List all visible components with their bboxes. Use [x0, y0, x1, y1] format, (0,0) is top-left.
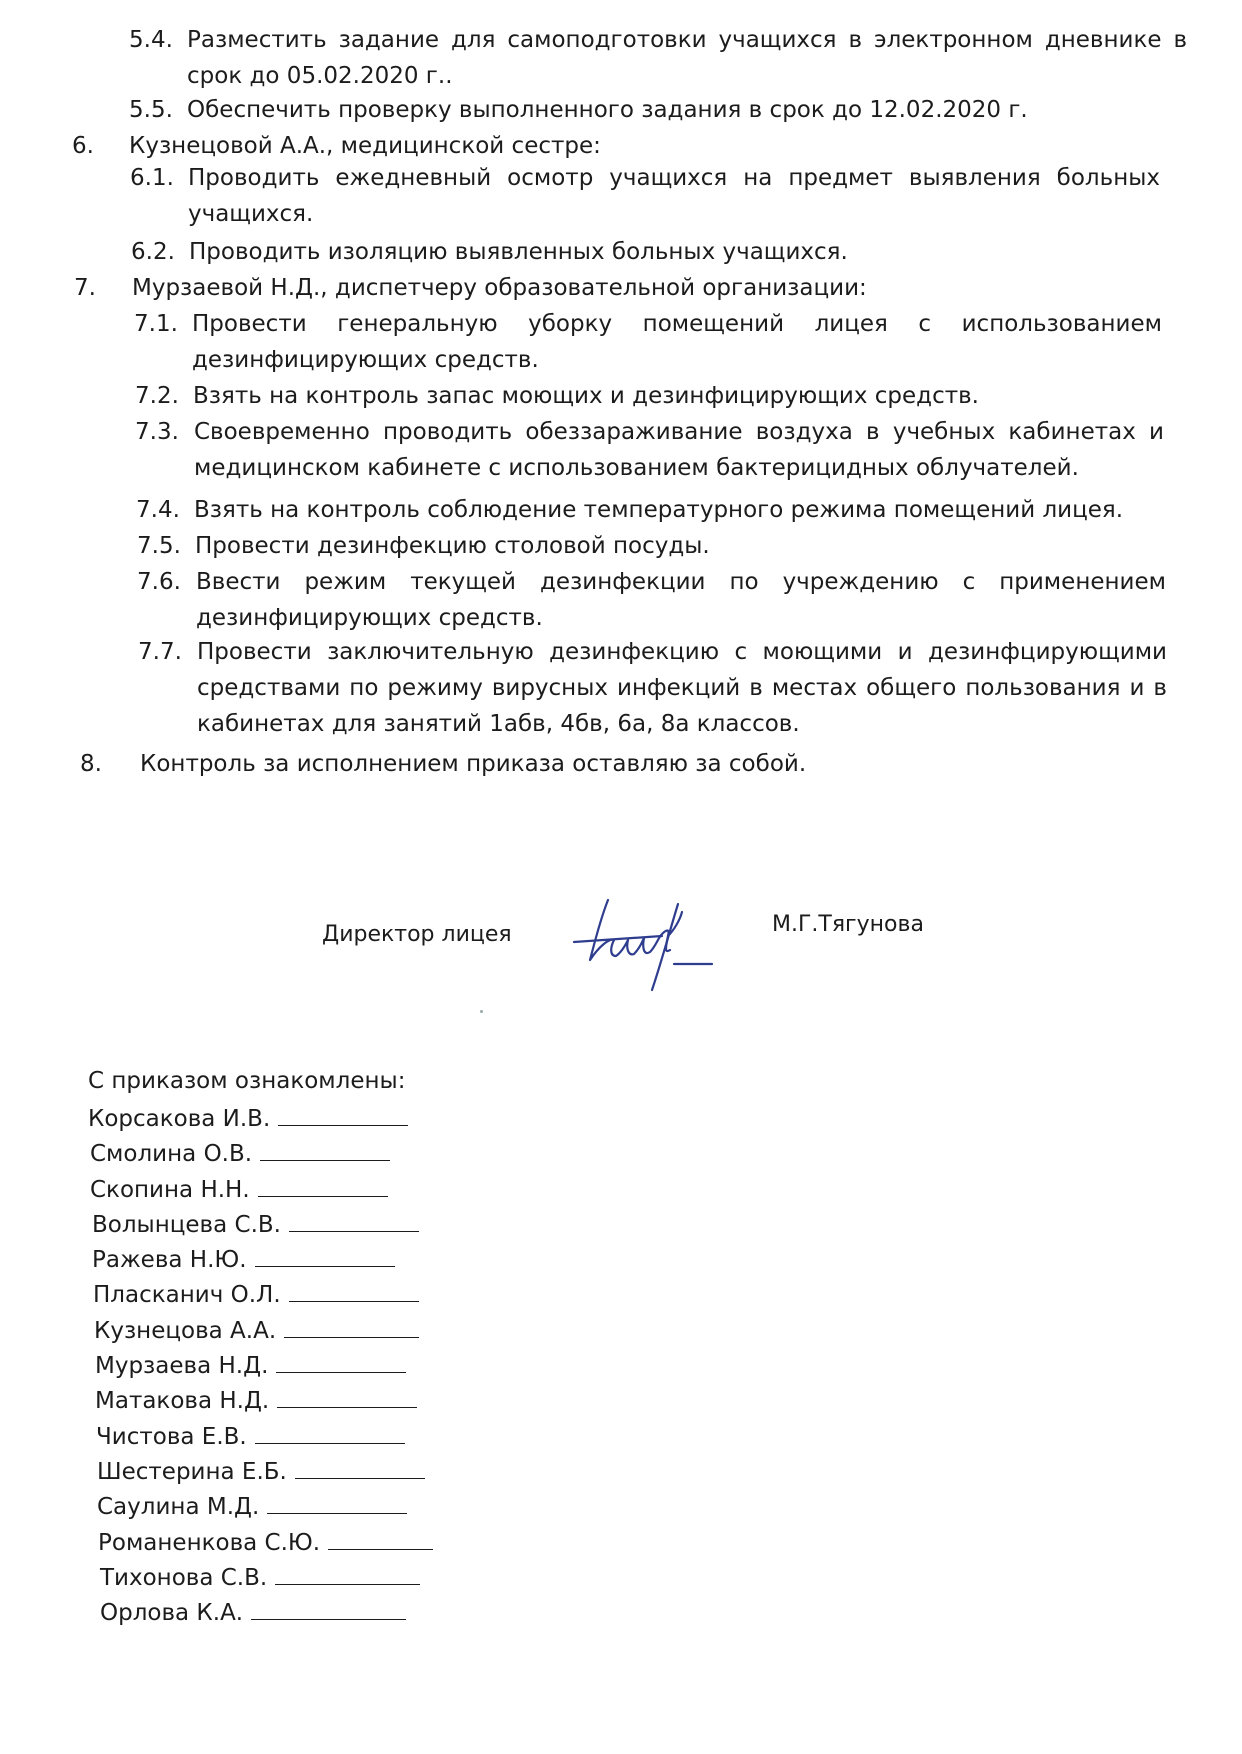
signature-list-item — [88, 1278, 433, 1313]
signature-list-item — [88, 1137, 433, 1172]
item-text: Обеспечить проверку выполненного задания в срок до 12.02.2020 г. — [187, 97, 1028, 123]
signature-list-item — [88, 1490, 433, 1525]
handwritten-signature — [570, 890, 740, 1000]
scan-speck — [480, 1010, 483, 1013]
acknowledgement-title: С приказом ознакомлены: — [88, 1068, 406, 1094]
item-number: 6. — [72, 133, 94, 159]
item-text: Контроль за исполнением приказа оставляю за собой. — [140, 751, 807, 777]
item-6 — [72, 128, 1172, 164]
item-number: 7. — [74, 275, 96, 301]
signature-list-item — [88, 1526, 433, 1561]
employee-name: Мурзаева Н.Д. — [95, 1353, 269, 1380]
employee-name: Чистова Е.В. — [96, 1423, 247, 1450]
signature-line — [260, 1142, 390, 1161]
employee-name: Волынцева С.В. — [92, 1211, 281, 1238]
item-5-4 — [129, 22, 1187, 94]
item-7-2 — [135, 378, 1165, 414]
item-5-5 — [129, 92, 1159, 128]
signature-line — [289, 1283, 419, 1302]
item-number: 7.4. — [136, 497, 180, 523]
item-7 — [74, 270, 1174, 306]
signature-line — [284, 1319, 419, 1338]
item-text: Разместить задание для самоподготовки учащихся в электронном дневнике в срок до 05.02.2020 г.. — [187, 27, 1187, 89]
item-7-4 — [136, 492, 1166, 528]
signature-line — [278, 1107, 408, 1126]
item-text: Провести заключительную дезинфекцию с моющими и дезинфцирующими средствами по режиму вирусных инфекций в местах общего пользования и в кабинетах для занятий 1абв, 4бв, 6а, 8а классов. — [197, 639, 1167, 737]
item-7-7 — [138, 634, 1168, 742]
signature-list-item — [88, 1314, 433, 1349]
item-number: 7.1. — [134, 311, 178, 337]
item-number: 6.1. — [130, 165, 174, 191]
item-text: Мурзаевой Н.Д., диспетчеру образовательной организации: — [132, 275, 867, 301]
item-text: Провести генеральную уборку помещений лицея с использованием дезинфицирующих средств. — [192, 311, 1162, 373]
item-number: 8. — [80, 751, 102, 777]
item-7-6 — [137, 564, 1167, 636]
signatory-title: Директор лицея — [322, 922, 512, 947]
item-6-1 — [130, 160, 1160, 232]
item-number: 5.4. — [129, 27, 173, 53]
item-number: 6.2. — [131, 239, 175, 265]
signature-list-item — [88, 1102, 433, 1137]
signature-line — [276, 1354, 406, 1373]
employee-name: Орлова К.А. — [100, 1600, 244, 1627]
employee-name: Скопина Н.Н. — [90, 1176, 250, 1203]
item-7-5 — [137, 528, 1167, 564]
item-number: 7.2. — [135, 383, 179, 409]
item-number: 5.5. — [129, 97, 173, 123]
signature-list-item — [88, 1561, 433, 1596]
signature-list-item — [88, 1243, 433, 1278]
employee-name: Ражева Н.Ю. — [92, 1247, 247, 1274]
employee-name: Саулина М.Д. — [97, 1494, 260, 1521]
signature-line — [295, 1460, 425, 1479]
signature-line — [251, 1601, 406, 1620]
employee-name: Романенкова С.Ю. — [98, 1529, 321, 1556]
signature-list-item — [88, 1384, 433, 1419]
employee-name: Шестерина Е.Б. — [97, 1458, 287, 1485]
signature-line — [258, 1178, 388, 1197]
signature-line — [275, 1566, 420, 1585]
employee-name: Корсакова И.В. — [88, 1106, 271, 1132]
item-number: 7.7. — [138, 639, 182, 665]
employee-name: Тихонова С.В. — [100, 1564, 268, 1591]
item-8 — [80, 746, 1180, 782]
item-6-2 — [131, 234, 1161, 270]
employee-name: Пласканич О.Л. — [93, 1282, 281, 1309]
signature-line — [255, 1248, 395, 1267]
item-number: 7.3. — [135, 419, 179, 445]
item-number: 7.6. — [137, 569, 181, 595]
signature-line — [328, 1531, 433, 1550]
item-7-1 — [134, 306, 1164, 378]
employee-name: Смолина О.В. — [90, 1141, 253, 1168]
item-7-3 — [135, 414, 1165, 486]
signature-list-item — [88, 1349, 433, 1384]
item-text: Ввести режим текущей дезинфекции по учреждению с применением дезинфицирующих средств. — [196, 569, 1166, 631]
signature-list-item — [88, 1173, 433, 1208]
item-number: 7.5. — [137, 533, 181, 559]
signature-list-item — [88, 1208, 433, 1243]
signature-line — [255, 1425, 405, 1444]
signature-line — [289, 1213, 419, 1232]
item-text: Взять на контроль запас моющих и дезинфицирующих средств. — [193, 383, 979, 409]
signature-list-item — [88, 1596, 433, 1631]
item-text: Провести дезинфекцию столовой посуды. — [195, 533, 710, 559]
item-text: Своевременно проводить обеззараживание воздуха в учебных кабинетах и медицинском кабинете с использованием бактерицидных облучателей. — [194, 419, 1164, 481]
signature-list-item — [88, 1455, 433, 1490]
signatory-name: М.Г.Тягунова — [772, 912, 924, 937]
signature-line — [277, 1389, 417, 1408]
item-text: Проводить изоляцию выявленных больных учащихся. — [189, 239, 848, 265]
employee-name: Матакова Н.Д. — [95, 1388, 270, 1415]
item-text: Взять на контроль соблюдение температурного режима помещений лицея. — [194, 497, 1124, 523]
signature-list-item — [88, 1420, 433, 1455]
acknowledgement-list — [88, 1102, 433, 1631]
item-text: Кузнецовой А.А., медицинской сестре: — [129, 133, 601, 159]
signature-line — [267, 1495, 407, 1514]
employee-name: Кузнецова А.А. — [94, 1317, 277, 1344]
item-text: Проводить ежедневный осмотр учащихся на предмет выявления больных учащихся. — [188, 165, 1160, 227]
